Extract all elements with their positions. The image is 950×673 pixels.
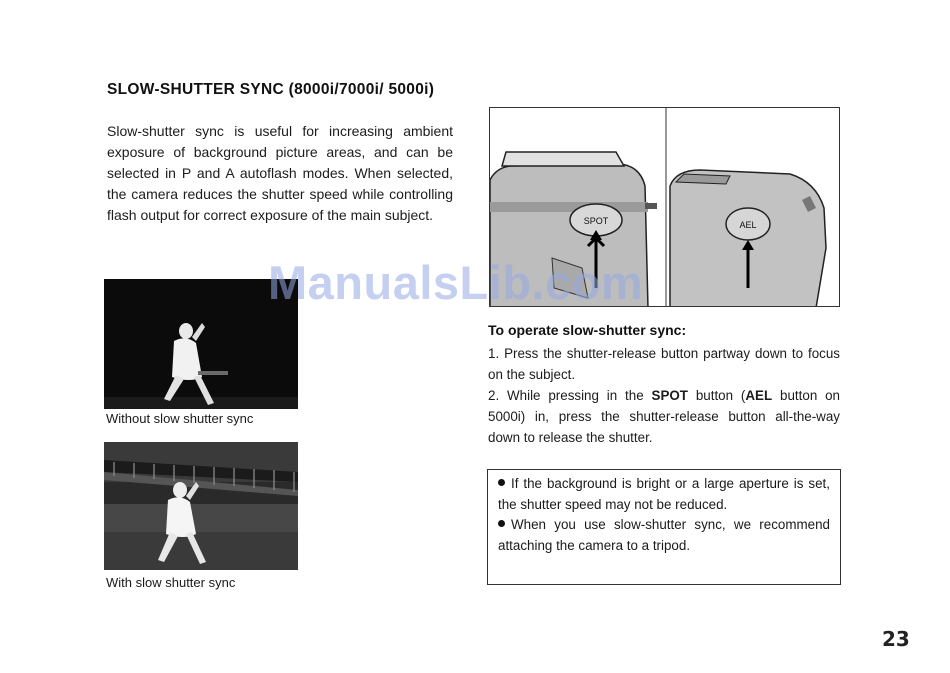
page-number: 23 [882, 627, 910, 651]
photo-caption-without: Without slow shutter sync [106, 411, 254, 426]
operate-heading: To operate slow-shutter sync: [488, 322, 687, 338]
photo-with-slow-sync [104, 442, 298, 570]
watermark: ManualsLib.com [268, 256, 644, 309]
notes-box [487, 469, 841, 585]
step-2: 2. While pressing in the SPOT button (AEL button on 5000i) in, press the shutter-release button all-the-way down to release the shutter. [488, 388, 840, 445]
ael-button-label: AEL [739, 220, 757, 230]
bullet-icon [498, 520, 505, 527]
step-1: 1. Press the shutter-release button partway down to focus on the subject. [488, 346, 840, 382]
ael-keyword: AEL [745, 388, 773, 403]
operate-steps [488, 343, 840, 448]
photo-caption-with: With slow shutter sync [106, 575, 236, 590]
spot-button-label: SPOT [583, 216, 609, 226]
section-title: SLOW-SHUTTER SYNC (8000i/7000i/ 5000i) [107, 81, 435, 98]
note-item: If the background is bright or a large aperture is set, the shutter speed may not be reduced. [498, 476, 830, 512]
bullet-icon [498, 479, 505, 486]
camera-body-right [670, 170, 826, 307]
spot-keyword: SPOT [651, 388, 688, 403]
intro-paragraph: Slow-shutter sync is useful for increasing ambient exposure of background picture areas, and can be selected in P and A autoflash modes. When selected, the camera reduces the shutter speed while controlling flash output for correct exposure of the main subject. [107, 123, 453, 223]
note-item: When you use slow-shutter sync, we recommend attaching the camera to a tripod. [498, 517, 830, 553]
